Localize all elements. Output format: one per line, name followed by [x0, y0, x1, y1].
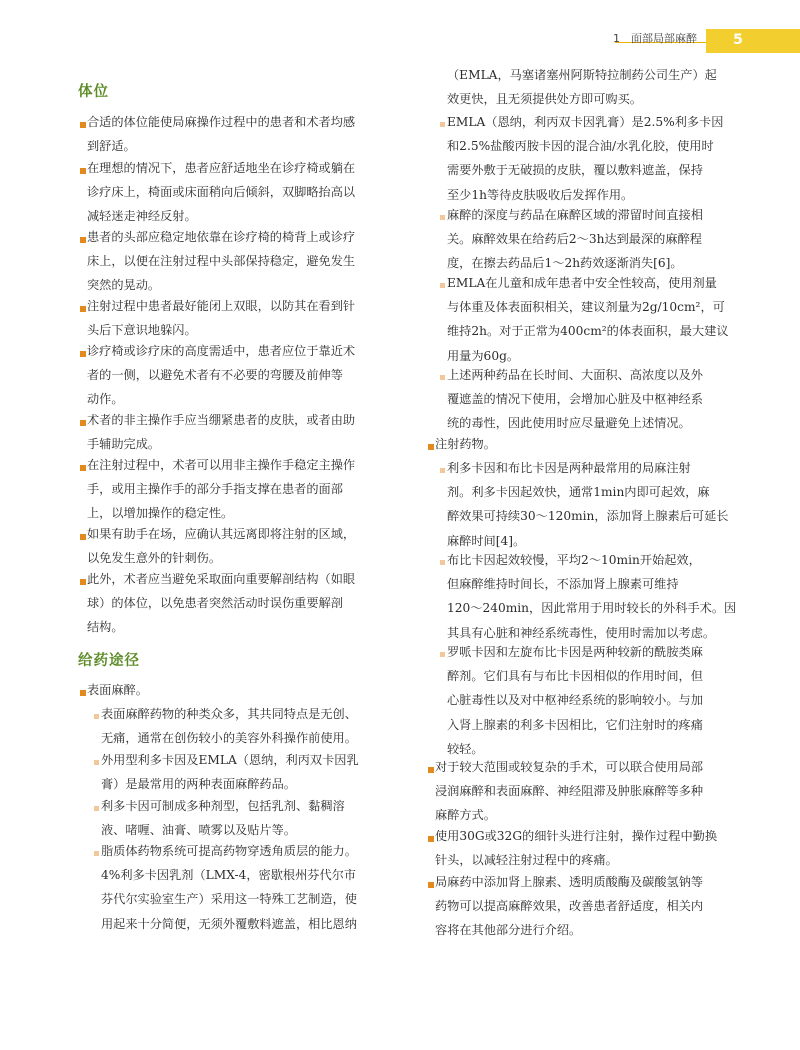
text-line: 使用30G或32G的细针头进行注射，操作过程中勤换 [435, 829, 718, 843]
bullet-icon [80, 420, 86, 426]
text-line: 需要外敷于无破损的皮肤，覆以敷料遮盖，保持 [447, 163, 703, 178]
text-line: 表面麻醉药物的种类众多，其共同特点是无创、 [101, 707, 357, 721]
sub-paragraph [447, 456, 748, 553]
text-line: 脂质体药物系统可提高药物穿透角质层的能力。 [101, 844, 357, 858]
text-line: 度，在擦去药品后1～2h药效逐渐消失[6]。 [447, 256, 683, 271]
sub-bullet-icon [440, 468, 445, 473]
text-line: 诊疗椅或诊疗床的高度需适中，患者应位于靠近术 [87, 344, 356, 358]
text-line: 与体重及体表面积相关，建议剂量为2g/10cm²，可 [447, 300, 725, 315]
text-line: 注射过程中患者最好能闭上双眼，以防其在看到针 [87, 299, 356, 313]
sub-paragraph [447, 203, 748, 276]
page-number-tab [706, 29, 800, 53]
text-line: 120～240min，因此常用于用时较长的外科手术。因 [447, 601, 737, 616]
sub-paragraph [447, 110, 748, 207]
page-number: 5 [733, 32, 743, 48]
text-line: 无痛，通常在创伤较小的美容外科操作前使用。 [101, 731, 357, 746]
text-line: 球）的体位，以免患者突然活动时误伤重要解剖 [87, 596, 343, 611]
bullet-icon [80, 534, 86, 540]
paragraph [87, 567, 402, 640]
text-line: 麻醉方式。 [435, 808, 496, 823]
paragraph [87, 522, 402, 570]
text-line: 以免发生意外的针刺伤。 [87, 551, 222, 566]
continued-paragraph [447, 63, 748, 111]
bullet-icon [80, 122, 86, 128]
text-line: 诊疗床上，椅面或床面稍向后倾斜，双脚略抬高以 [87, 185, 356, 200]
text-line: 关。麻醉效果在给药后2～3h达到最深的麻醉程 [447, 232, 702, 247]
text-line: 麻醉的深度与药品在麻醉区域的滞留时间直接相 [447, 208, 703, 222]
text-line: 上，以增加操作的稳定性。 [87, 506, 234, 521]
text-line: 上述两种药品在长时间、大面积、高浓度以及外 [447, 368, 703, 382]
text-line: 外用型利多卡因及EMLA（恩纳，利丙双卡因乳 [101, 753, 359, 767]
text-line: 如果有助手在场，应确认其远离即将注射的区域， [87, 527, 356, 541]
paragraph [87, 453, 402, 526]
text-line: 手，或用主操作手的部分手指支撑在患者的面部 [87, 482, 343, 497]
text-line: 剂。利多卡因起效快，通常1min内即可起效，麻 [447, 485, 710, 500]
paragraph [87, 156, 402, 229]
text-line: 合适的体位能使局麻操作过程中的患者和术者均感 [87, 115, 356, 129]
text-line: 手辅助完成。 [87, 437, 161, 452]
bullet-icon [428, 836, 434, 842]
text-line: 床上，以便在注射过程中头部保持稳定，避免发生 [87, 254, 356, 269]
text-line: 覆遮盖的情况下使用，会增加心脏及中枢神经系 [447, 392, 703, 407]
text-line: 罗哌卡因和左旋布比卡因是两种较新的酰胺类麻 [447, 645, 703, 659]
paragraph [87, 678, 402, 702]
sub-bullet-icon [94, 806, 99, 811]
paragraph [87, 110, 402, 158]
text-line: 和2.5%盐酸丙胺卡因的混合油/水乳化胶，使用时 [447, 139, 714, 154]
sub-bullet-icon [94, 851, 99, 856]
text-line: 布比卡因起效较慢，平均2～10min开始起效， [447, 553, 701, 567]
text-line: 心脏毒性以及对中枢神经系统的影响较小。与加 [447, 693, 703, 708]
section-heading-administration: 给药途径 [78, 653, 140, 669]
text-line: 突然的晃动。 [87, 278, 161, 293]
bullet-icon [80, 690, 86, 696]
text-line: 入肾上腺素的利多卡因相比，它们注射时的疼痛 [447, 717, 703, 732]
text-line: 醉效果可持续30～120min，添加肾上腺素后可延长 [447, 509, 729, 524]
text-line: 结构。 [87, 620, 124, 635]
sub-paragraph [101, 702, 402, 750]
paragraph [87, 339, 402, 412]
text-line: 醉剂。它们具有与布比卡因相似的作用时间，但 [447, 669, 703, 684]
text-line: 患者的头部应稳定地依靠在诊疗椅的椅背上或诊疗 [87, 230, 356, 244]
sub-paragraph [447, 363, 748, 436]
sub-paragraph [447, 640, 748, 761]
section-heading-position: 体位 [78, 84, 109, 100]
sub-paragraph [101, 748, 402, 796]
text-line: 膏）是最常用的两种表面麻醉药品。 [101, 777, 296, 792]
text-line: 术者的非主操作手应当绷紧患者的皮肤，或者由助 [87, 413, 356, 427]
text-line: 麻醉时间[4]。 [447, 533, 526, 548]
sub-bullet-icon [440, 283, 445, 288]
bullet-icon [80, 351, 86, 357]
text-line: 其具有心脏和神经系统毒性，使用时需加以考虑。 [447, 625, 716, 640]
text-line: 在理想的情况下，患者应舒适地坐在诊疗椅或躺在 [87, 161, 356, 175]
text-line: 到舒适。 [87, 139, 136, 154]
sub-bullet-icon [440, 375, 445, 380]
text-line: 液、啫喱、油膏、喷雾以及贴片等。 [101, 823, 296, 838]
paragraph [435, 432, 750, 456]
bullet-icon [80, 579, 86, 585]
sub-paragraph [101, 839, 402, 936]
bullet-icon [428, 444, 434, 450]
paragraph [87, 408, 402, 456]
paragraph [435, 870, 750, 943]
paragraph [435, 755, 750, 828]
text-line: 用起来十分简便，无须外覆敷料遮盖，相比恩纳 [101, 916, 357, 931]
text-line: 4%利多卡因乳剂（LMX-4，密歇根州芬代尔市 [101, 868, 357, 883]
running-title: 1 面部局部麻醉 [613, 32, 697, 45]
bullet-icon [80, 306, 86, 312]
text-line: 此外，术者应当避免采取面向重要解剖结构（如眼 [87, 572, 356, 586]
text-line: 用量为60g。 [447, 348, 520, 363]
bullet-icon [80, 237, 86, 243]
text-line: 较轻。 [447, 741, 484, 756]
text-line: 至少1h等待皮肤吸收后发挥作用。 [447, 187, 634, 202]
text-line: 表面麻醉。 [87, 683, 148, 697]
text-line: 利多卡因可制成多种剂型，包括乳剂、黏稠溶 [101, 799, 345, 813]
text-line: 针头，以减轻注射过程中的疼痛。 [435, 853, 618, 868]
bullet-icon [80, 465, 86, 471]
sub-bullet-icon [440, 560, 445, 565]
text-line: 局麻药中添加肾上腺素、透明质酸酶及碳酸氢钠等 [435, 875, 704, 889]
paragraph [435, 824, 750, 872]
text-line: 效更快，且无须提供处方即可购买。 [447, 92, 642, 107]
sub-paragraph [101, 794, 402, 842]
paragraph [87, 294, 402, 342]
text-line: EMLA在儿童和成年患者中安全性较高，使用剂量 [447, 276, 717, 290]
sub-bullet-icon [94, 714, 99, 719]
text-line: 但麻醉维持时间长，不添加肾上腺素可维持 [447, 577, 679, 592]
sub-paragraph [447, 271, 748, 368]
sub-bullet-icon [440, 122, 445, 127]
text-line: 在注射过程中，术者可以用非主操作手稳定主操作 [87, 458, 356, 472]
text-line: 减轻迷走神经反射。 [87, 209, 197, 224]
sub-bullet-icon [440, 652, 445, 657]
text-line: 动作。 [87, 392, 124, 407]
sub-paragraph [447, 548, 748, 645]
text-line: （EMLA，马塞诸塞州阿斯特拉制药公司生产）起 [447, 68, 717, 82]
text-line: 容将在其他部分进行介绍。 [435, 923, 582, 938]
bullet-icon [80, 168, 86, 174]
text-line: 浸润麻醉和表面麻醉、神经阻滞及肿胀麻醉等多种 [435, 784, 704, 799]
text-line: EMLA（恩纳，利丙双卡因乳膏）是2.5%利多卡因 [447, 115, 724, 129]
bullet-icon [428, 767, 434, 773]
text-line: 芬代尔实验室生产）采用这一特殊工艺制造，使 [101, 892, 357, 907]
text-line: 药物可以提高麻醉效果，改善患者舒适度，相关内 [435, 899, 704, 914]
paragraph [87, 225, 402, 298]
sub-bullet-icon [440, 215, 445, 220]
text-line: 头后下意识地躲闪。 [87, 323, 197, 338]
sub-bullet-icon [94, 760, 99, 765]
text-line: 者的一侧，以避免术者有不必要的弯腰及前伸等 [87, 368, 343, 383]
text-line: 注射药物。 [435, 437, 496, 451]
bullet-icon [428, 882, 434, 888]
text-line: 统的毒性，因此使用时应尽量避免上述情况。 [447, 416, 691, 431]
text-line: 对于较大范围或较复杂的手术，可以联合使用局部 [435, 760, 704, 774]
text-line: 利多卡因和布比卡因是两种最常用的局麻注射 [447, 461, 691, 475]
text-line: 维持2h。对于正常为400cm²的体表面积，最大建议 [447, 324, 729, 339]
